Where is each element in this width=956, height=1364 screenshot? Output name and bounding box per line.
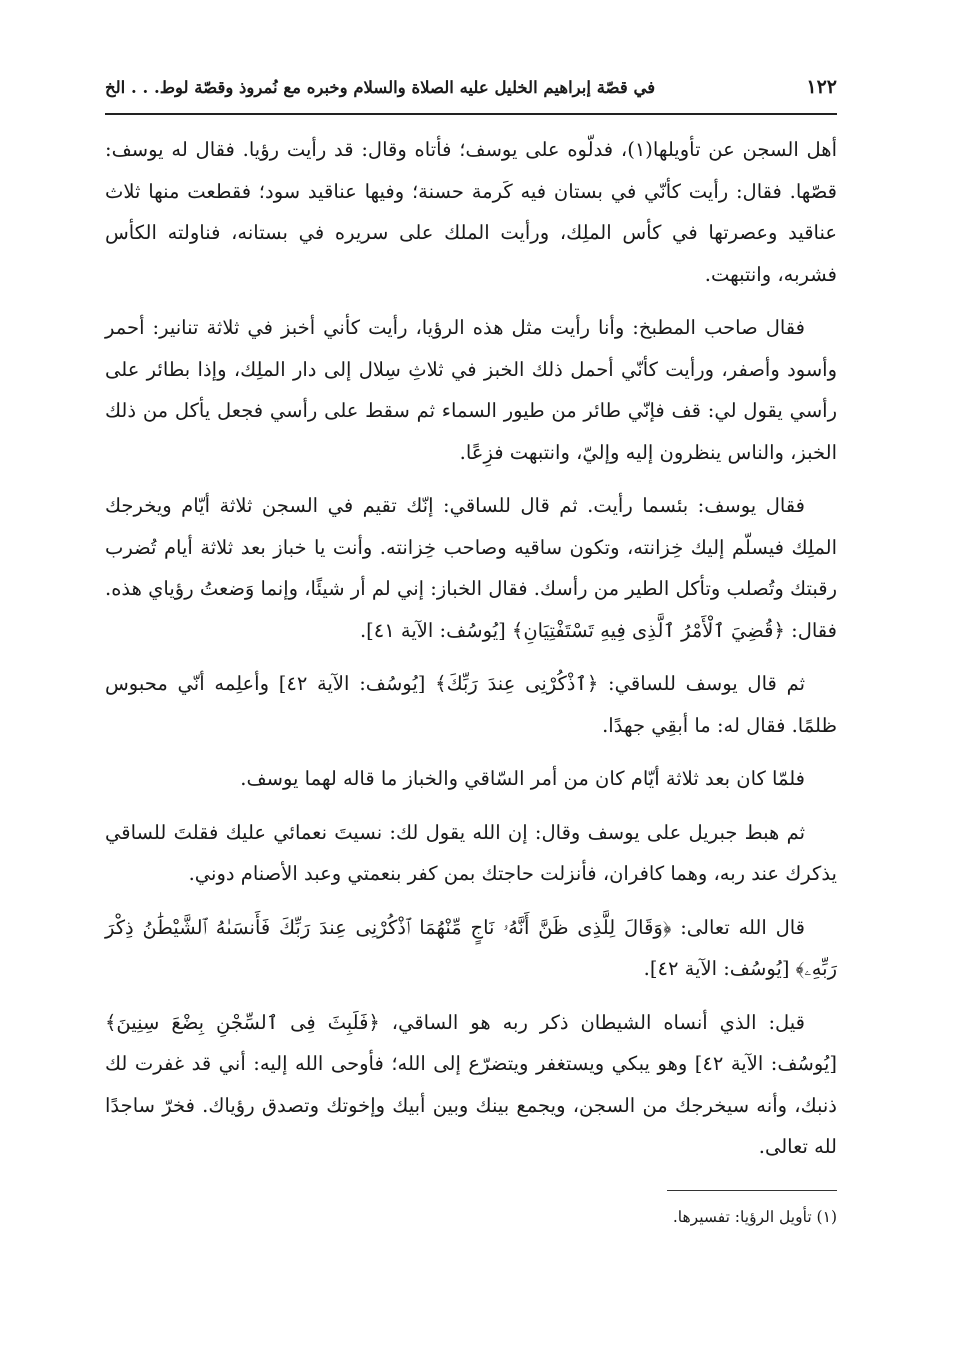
paragraph: ثم هبط جبريل على يوسف وقال: إن الله يقول لك: نسيتَ نعمائي عليك فقلتَ للساقي يذكرك عند ربه، وهما كافران، فأنزلت حاجتك بمن كفر بنعمتي وعبد الأصنام دوني. xyxy=(105,820,837,885)
paragraph: فقال صاحب المطبخ: وأنا رأيت مثل هذه الرؤيا، رأيت كأني أخبز في ثلاثة تنانير: أحمر وأسود وأصفر، ورأيت كأنّي أحمل ذلك الخبز في ثلاثِ سِلال إلى دار الملِك، وإذا بطائر على رأسي يقول لي: قف فإنّي طائر من طيور السماء ثم سقط على رأسي فجعل يأكل من ذلك الخبز، والناس ينظرون إليه وإليّ، وانتبهت فزِعًا. xyxy=(105,316,837,464)
footnote: (١) تأويل الرؤيا: تفسيرها. xyxy=(672,1207,837,1226)
running-title: في قصّة إبراهيم الخليل عليه الصلاة والسلام وخبره مع نُمروذ وقصّة لوط. . . الخ xyxy=(105,78,656,97)
header-divider xyxy=(105,113,837,115)
paragraph: ثم قال يوسف للساقي: ﴿ٱذْكُرْنِى عِندَ رَبِّكَ﴾ [يُوسُف: الآية ٤٢] وأعلِمه أنّي محبوس ظلمًا. فقال له: ما أبقِي جهدًا. xyxy=(105,672,837,737)
book-page xyxy=(105,70,837,1231)
page-number: ١٢٢ xyxy=(806,76,837,98)
paragraph: فقال يوسف: بئسما رأيت. ثم قال للساقي: إنّك تقيم في السجن ثلاثة أيّام ويخرجك الملِك فيسلّم إليك خِزانته، وتكون ساقيه وصاحب خِزانته. وأنت يا خباز بعد ثلاثة أيام تُضرب رقبتك وتُصلب وتأكل الطير من رأسك. فقال الخباز: إني لم أر شيئًا، وإنما وَضعتُ رؤياي هذه. فقال: ﴿قُضِيَ ٱلْأَمْرُ ٱلَّذِى فِيهِ تَسْتَفْتِيَانِ﴾ [يُوسُف: الآية ٤١]. xyxy=(105,494,838,642)
paragraph: فلمّا كان بعد ثلاثة أيّام كان من أمر السّاقي والخباز ما قاله لهما يوسف. xyxy=(240,767,805,790)
paragraph: قيل: الذي أنساه الشيطان ذكر ربه هو الساقي، ﴿فَلَبِثَ فِى ٱلسِّجْنِ بِضْعَ سِنِينَ﴾ [يُوسُف: الآية ٤٢] وهو يبكي ويستغفر ويتضرّع إلى الله؛ فأوحى الله إليه: أني قد غفرت لك ذنبك، وأنه سيخرجك من السجن، ويجمع بينك وبين أبيك وإخوتك وتصدق رؤياك. فخرّ ساجدًا لله تعالى. xyxy=(105,1010,837,1158)
footnote-divider xyxy=(667,1190,837,1191)
paragraph: قال الله تعالى: ﴿وَقَالَ لِلَّذِى ظَنَّ أَنَّهُۥ نَاجٍ مِّنْهُمَا ٱذْكُرْنِى عِندَ رَبِّكَ فَأَنسَىٰهُ ٱلشَّيْطَٰنُ ذِكْرَ رَبِّهِۦ﴾ [يُوسُف: الآية ٤٢]. xyxy=(105,915,837,980)
paragraph: أهل السجن عن تأويلها(١)، فدلّوه على يوسف؛ فأتاه وقال: قد رأيت رؤيا. فقال له يوسف: قصّها. فقال: رأيت كأنّي في بستان فيه كَرمة حسنة؛ وفيها عناقيد سود؛ فقطعت منها ثلاث عناقيد وعصرتها في كأس الملِك، ورأيت الملك على سريره في بستانه، فناولته الكأس فشربه، وانتبهت. xyxy=(105,138,837,286)
page-header xyxy=(105,70,837,105)
main-text xyxy=(105,129,837,1168)
